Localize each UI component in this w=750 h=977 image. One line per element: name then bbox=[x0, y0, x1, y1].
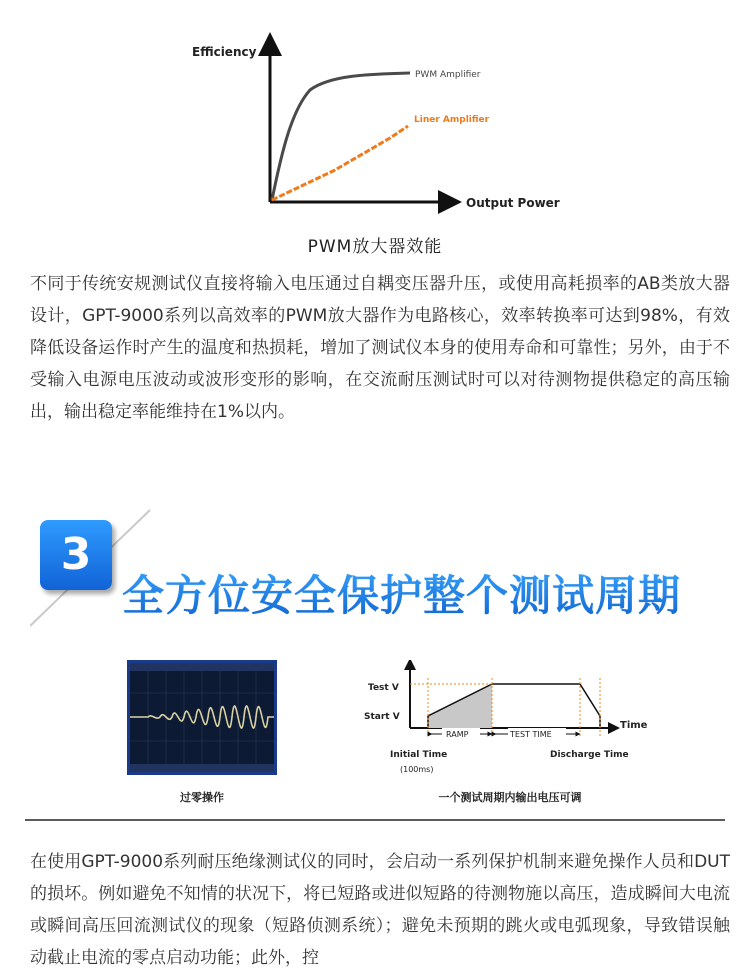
paragraph-protection: 在使用GPT-9000系列耐压绝缘测试仪的同时，会启动一系列保护机制来避免操作人员和DUT的损坏。例如避免不知情的状况下，将已短路或进似短路的待测物施以高压，造成瞬间大电流或瞬间高压回流测试仪的现象（短路侦测系统）；避免未预期的跳火或电弧现象，导致错误触动截止电流的零点启动功能；此外，控 bbox=[30, 852, 730, 968]
liner-amplifier-label: Liner Amplifier bbox=[414, 115, 490, 125]
section-number: 3 bbox=[60, 529, 92, 580]
eff-x-axis-label: Output Power bbox=[466, 196, 560, 210]
discharge-time-label: Discharge Time bbox=[550, 750, 629, 760]
ramp-label: RAMP bbox=[446, 730, 469, 739]
test-time-label: TEST TIME bbox=[510, 730, 552, 739]
scope-caption: 过零操作 bbox=[180, 791, 224, 804]
paragraph-pwm-efficiency: 不同于传统安规测试仪直接将输入电压通过自耦变压器升压，或使用高耗损率的AB类放大器设计，GPT-9000系列以高效率的PWM放大器作为电路核心，效率转换率可达到98%，有效降低设备运作时产生的温度和热损耗，增加了测试仪本身的使用寿命和可靠性；另外，由于不受输入电源电压波动或波形变形的影响，在交流耐压测试时可以对待测物提供稳定的高压输出，输出稳定率能维持在1%以内。 bbox=[30, 274, 730, 422]
initial-time-label: Initial Time bbox=[390, 750, 448, 760]
zero-crossing-scope-image bbox=[127, 660, 277, 775]
pwm-amplifier-label: PWM Amplifier bbox=[415, 70, 481, 80]
section-number-badge bbox=[40, 520, 112, 590]
ramp-area bbox=[428, 684, 492, 728]
time-label: Time bbox=[620, 720, 648, 731]
liner-amplifier-curve bbox=[272, 126, 408, 200]
efficiency-chart bbox=[180, 30, 570, 220]
divider bbox=[25, 819, 725, 821]
pwm-amplifier-curve bbox=[272, 73, 410, 200]
section-title: 全方位安全保护整个测试周期 bbox=[122, 563, 681, 623]
start-v-label: Start V bbox=[364, 712, 400, 722]
test-v-label: Test V bbox=[368, 683, 399, 693]
test-cycle-diagram bbox=[360, 660, 660, 780]
initial-time-value: (100ms) bbox=[400, 765, 434, 774]
test-cycle-caption: 一个测试周期内输出电压可调 bbox=[438, 791, 582, 804]
eff-y-axis-label: Efficiency bbox=[192, 45, 257, 59]
efficiency-chart-caption: PWM放大器效能 bbox=[307, 237, 443, 257]
